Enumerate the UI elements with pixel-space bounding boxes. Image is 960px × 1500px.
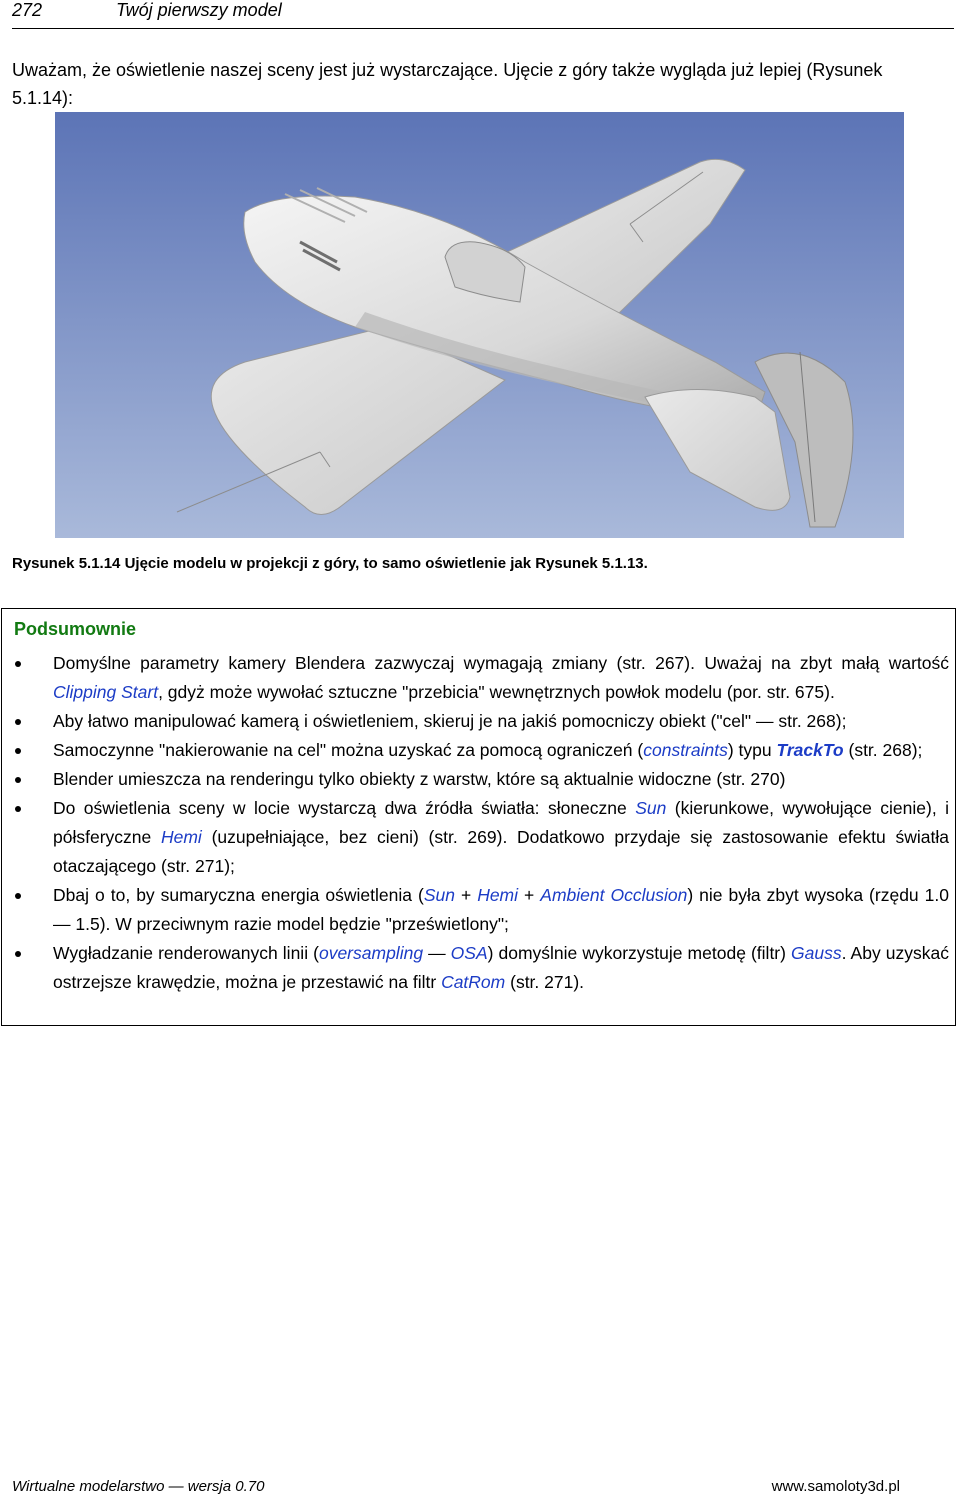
summary-heading: Podsumownie <box>14 619 137 639</box>
summary-text: — <box>423 943 451 963</box>
summary-text: (kierunkowe, wywołujące cienie), i półsferyczne <box>53 798 949 847</box>
footer-right: www.samoloty3d.pl <box>771 1478 900 1495</box>
summary-term: Ambient Occlusion <box>540 885 688 905</box>
summary-item <box>14 649 949 707</box>
summary-term: OSA <box>450 943 488 963</box>
figure-caption: Rysunek 5.1.14 Ujęcie modelu w projekcji z góry, to samo oświetlenie jak Rysunek 5.1.13. <box>12 555 648 572</box>
summary-text: Blender umieszcza na renderingu tylko obiekty z warstw, które są aktualnie widoczne (str. 270) <box>53 769 786 789</box>
summary-text: . Aby uzyskać ostrzejsze krawędzie, można je przestawić na filtr <box>53 943 949 992</box>
intro-paragraph: Uważam, że oświetlenie naszej sceny jest już wystarczające. Ujęcie z góry także wygląda już lepiej (Rysunek 5.1.14): <box>12 60 883 108</box>
summary-term: Sun <box>635 798 667 818</box>
summary-text: Samoczynne "nakierowanie na cel" można uzyskać za pomocą ograniczeń ( <box>53 740 644 760</box>
summary-text: ) typu <box>727 740 777 760</box>
chapter-title: Twój pierwszy model <box>116 0 282 20</box>
summary-box <box>1 608 956 1026</box>
summary-term: Sun <box>423 885 455 905</box>
summary-text: (str. 268); <box>843 740 923 760</box>
summary-text: (str. 271). <box>505 972 585 992</box>
airplane-render-figure <box>55 112 904 538</box>
summary-text: Do oświetlenia sceny w locie wystarczą dwa źródła światła: słoneczne <box>53 798 636 818</box>
footer-left: Wirtualne modelarstwo — wersja 0.70 <box>12 1478 265 1495</box>
page-number: 272 <box>12 0 43 20</box>
summary-item <box>14 794 949 881</box>
summary-term: Gauss <box>791 943 842 963</box>
summary-item <box>14 881 949 939</box>
summary-term: Clipping Start <box>53 682 159 702</box>
summary-term: Hemi <box>477 885 519 905</box>
airplane-render-image <box>55 112 904 538</box>
summary-item <box>14 939 949 997</box>
summary-text: Aby łatwo manipulować kamerą i oświetleniem, skieruj je na jakiś pomocniczy obiekt ("cel" — str. 268); <box>53 711 847 731</box>
summary-term: constraints <box>643 740 728 760</box>
summary-text: + <box>454 885 478 905</box>
summary-text: ) nie była zbyt wysoka (rzędu 1.0 — 1.5). W przeciwnym razie model będzie "prześwietlony"; <box>53 885 949 934</box>
summary-text: Wygładzanie renderowanych linii ( <box>53 943 319 963</box>
summary-item <box>14 765 949 794</box>
summary-text: Dbaj o to, by sumaryczna energia oświetlenia ( <box>53 885 424 905</box>
summary-text: ) domyślnie wykorzystuje metodę (filtr) <box>487 943 792 963</box>
summary-text: , gdyż może wywołać sztuczne "przebicia" wewnętrznych powłok modelu (por. str. 675). <box>158 682 835 702</box>
summary-list <box>14 649 949 997</box>
summary-item <box>14 736 949 765</box>
summary-term: TrackTo <box>776 740 844 760</box>
page-header <box>12 0 954 29</box>
summary-term: CatRom <box>441 972 506 992</box>
summary-item <box>14 707 949 736</box>
summary-term: Hemi <box>160 827 202 847</box>
summary-text: + <box>518 885 541 905</box>
summary-term: oversampling <box>318 943 424 963</box>
summary-text: (uzupełniające, bez cieni) (str. 269). Dodatkowo przydaje się zastosowanie efektu światła otaczającego (str. 271); <box>53 827 949 876</box>
summary-text: Domyślne parametry kamery Blendera zazwyczaj wymagają zmiany (str. 267). Uważaj na zbyt małą wartość <box>53 653 949 673</box>
